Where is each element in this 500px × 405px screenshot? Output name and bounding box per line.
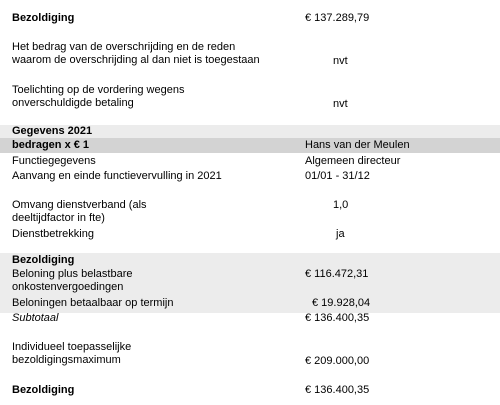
bedragen-label: bedragen x € 1 <box>12 139 90 151</box>
maximum-label: Individueel toepasselijke bezoldigingsmaximum <box>12 341 132 366</box>
bezoldiging-total-value: € 136.400,35 <box>305 384 370 396</box>
vordering-label: Toelichting op de vordering wegens onverschuldigde betaling <box>12 84 185 109</box>
omvang-value: 1,0 <box>333 199 349 211</box>
functie-label: Functiegegevens <box>12 155 96 167</box>
omvang-label: Omvang dienstverband (als deeltijdfactor in fte) <box>12 199 147 224</box>
termijn-value: € 19.928,04 <box>312 297 371 309</box>
periode-label: Aanvang en einde functievervulling in 2021 <box>12 170 222 182</box>
bezoldiging-value: € 137.289,79 <box>305 12 370 24</box>
beloning-value: € 116.472,31 <box>305 268 369 280</box>
periode-value: 01/01 - 31/12 <box>305 170 370 182</box>
termijn-label: Beloningen betaalbaar op termijn <box>12 297 174 309</box>
dienst-value: ja <box>336 228 345 240</box>
subtotaal-value: € 136.400,35 <box>305 312 370 324</box>
gegevens-heading: Gegevens 2021 <box>12 125 93 137</box>
functie-value: Algemeen directeur <box>305 155 401 167</box>
vordering-value: nvt <box>333 98 348 110</box>
dienst-label: Dienstbetrekking <box>12 228 94 240</box>
subtotaal-label: Subtotaal <box>12 312 59 324</box>
bezoldiging-heading: Bezoldiging <box>12 254 75 266</box>
overschrijding-value: nvt <box>333 55 348 67</box>
overschrijding-label: Het bedrag van de overschrijding en de reden waarom de overschrijding al dan niet is toegestaan <box>12 41 260 66</box>
bezoldiging-total-label: Bezoldiging <box>12 384 75 396</box>
beloning-label: Beloning plus belastbare onkostenvergoedingen <box>12 268 133 293</box>
bezoldiging-label: Bezoldiging <box>12 12 75 24</box>
person-name: Hans van der Meulen <box>305 139 410 151</box>
maximum-value: € 209.000,00 <box>305 355 370 367</box>
